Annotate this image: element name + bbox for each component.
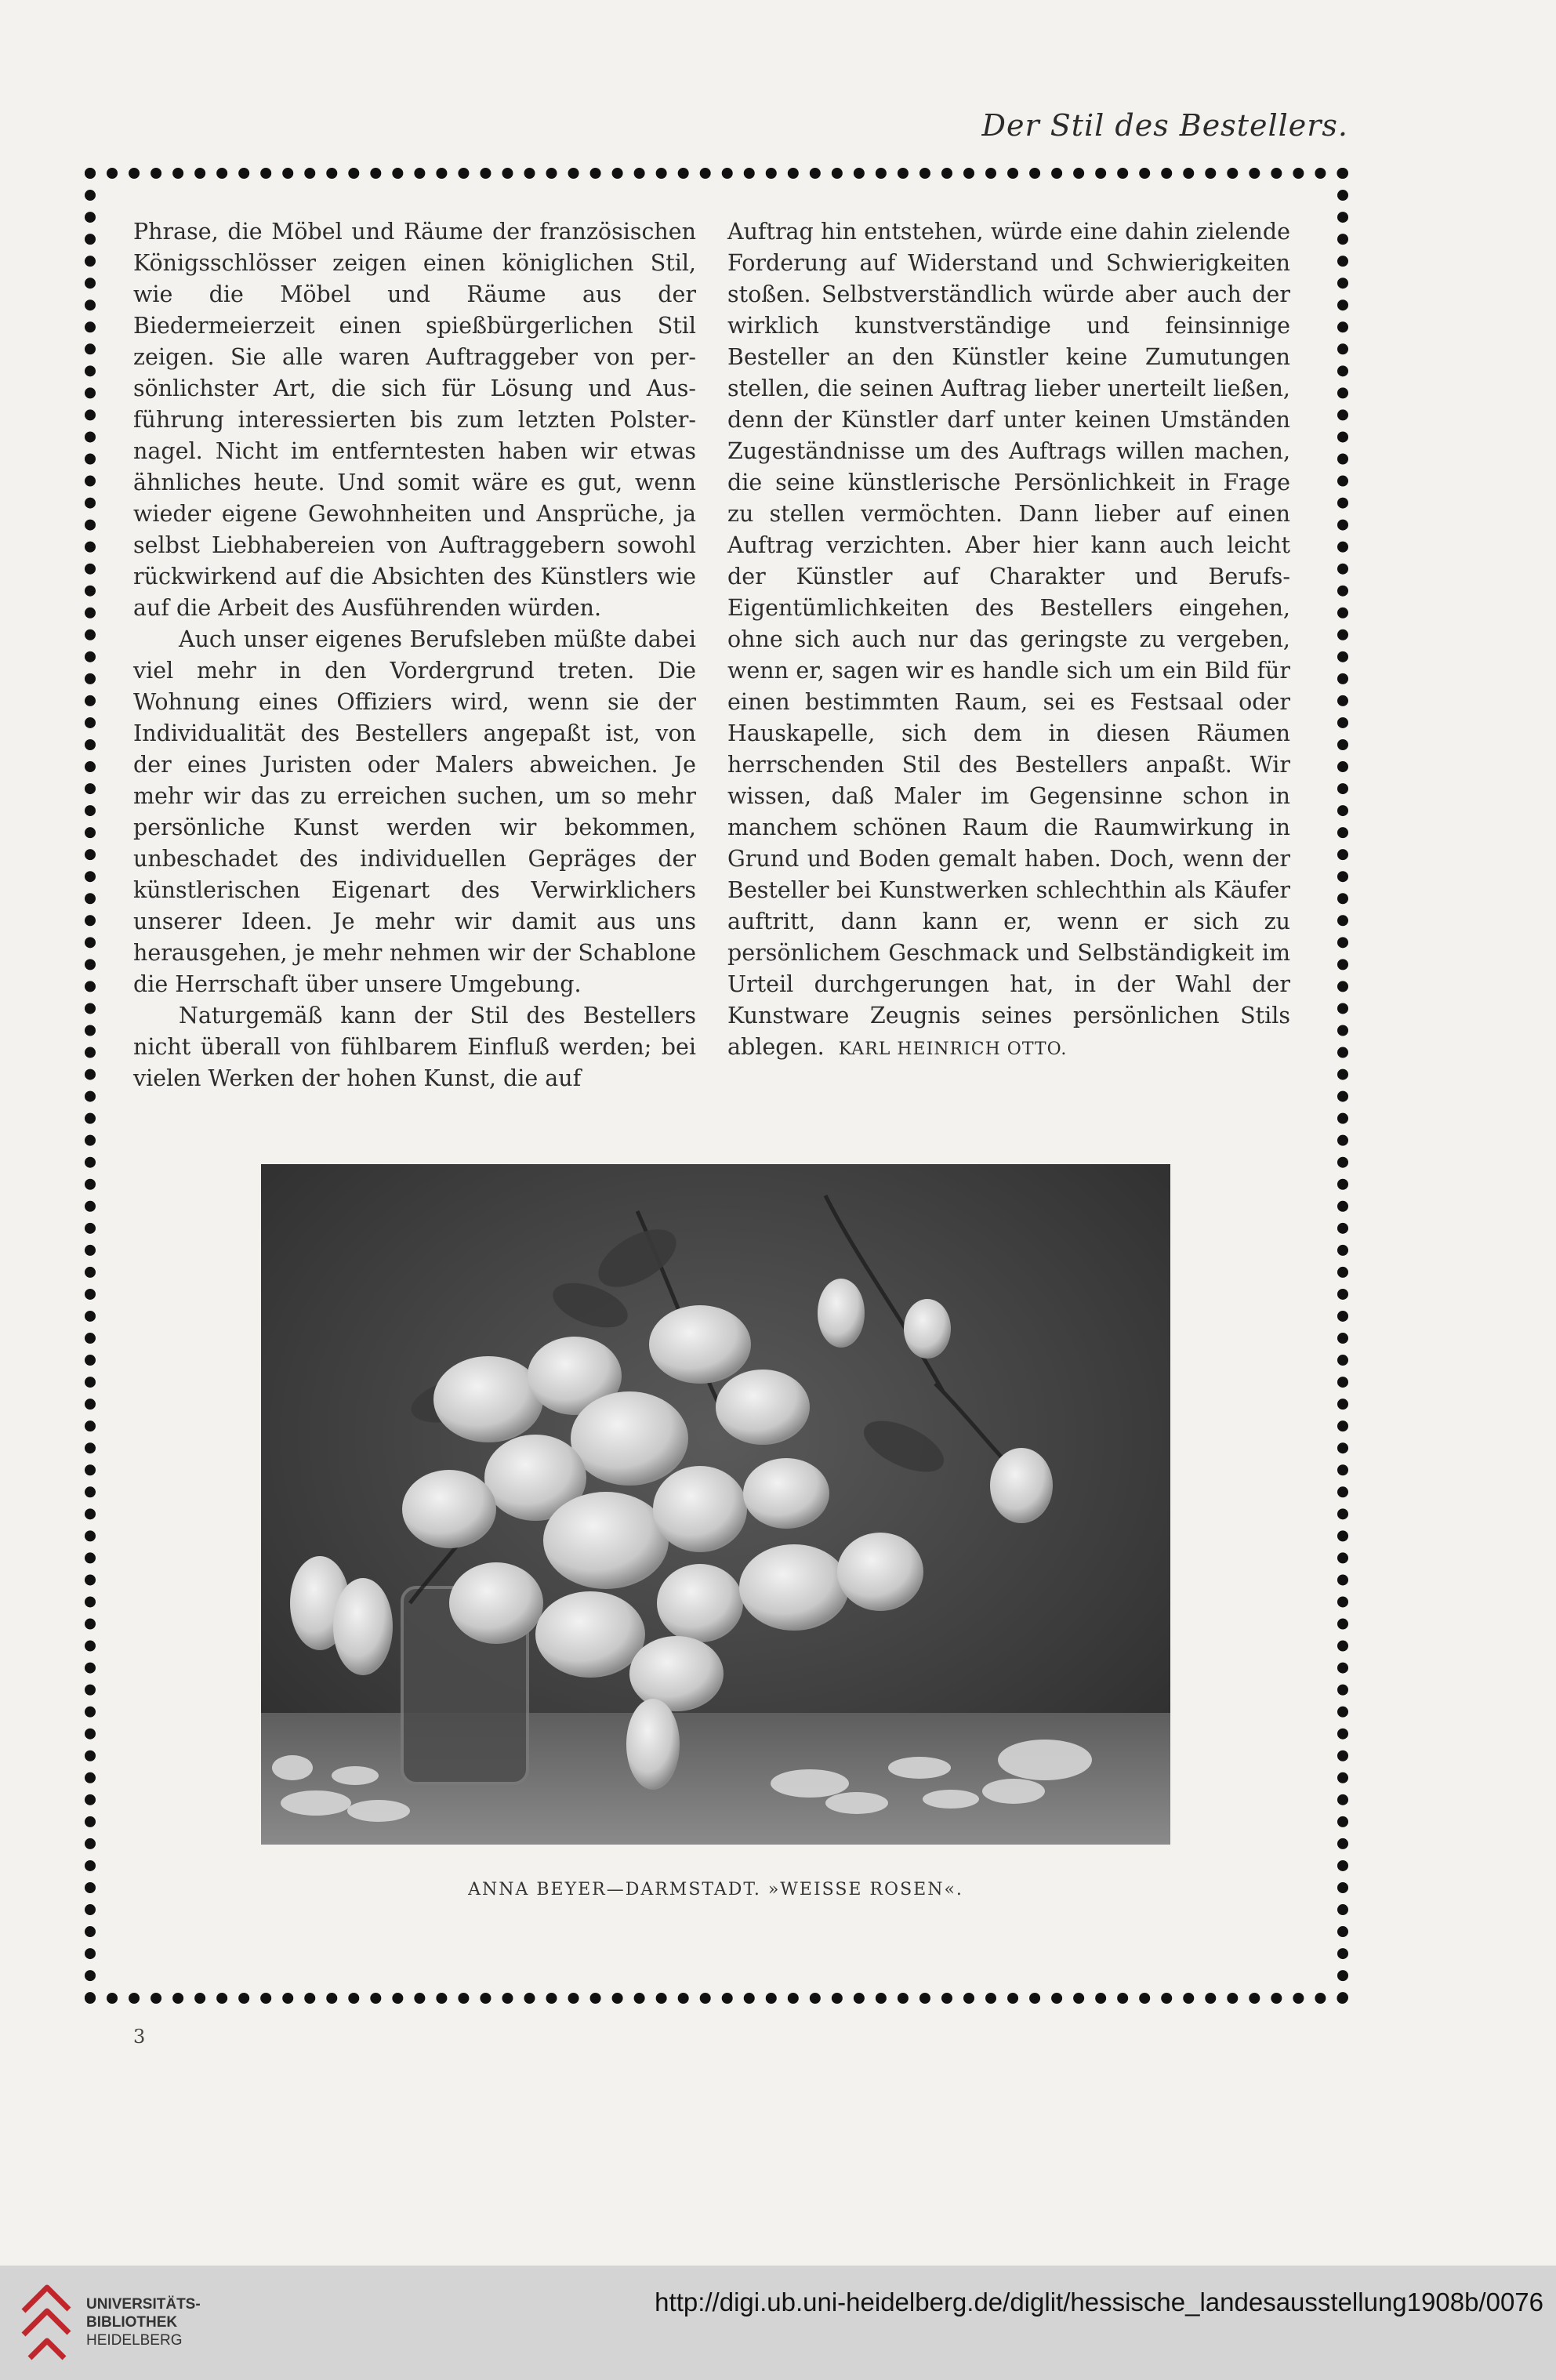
library-name-line-3: HEIDELBERG — [86, 2332, 183, 2349]
painting-white-roses — [261, 1164, 1170, 1845]
painting-caption: ANNA BEYER—DARMSTADT. »WEISSE ROSEN«. — [468, 1880, 963, 1899]
author-signature: KARL HEINRICH OTTO. — [838, 1039, 1068, 1059]
library-logo-icon — [16, 2280, 77, 2366]
footer-bar — [0, 2266, 1556, 2380]
library-name-line-1: UNIVERSITÄTS- — [86, 2296, 201, 2313]
paragraph-2: Auch unser eigenes Berufsleben müßte dabei viel mehr in den Vordergrund treten. Die Wohnung eines Offiziers wird, wenn sie der Individualität des Bestellers angepaßt ist, von der eines Juristen oder Malers abweichen. Je mehr wir das zu erreichen suchen, um so mehr persönliche Kunst werden wir bekommen, unbeschadet des individuellen Gepräges der künstlerischen Eigenart des Verwirklichers unserer Ideen. Je mehr wir damit aus uns herausgehen, je mehr nehmen wir der Schablone die Herrschaft über unsere Umgebung. — [133, 626, 696, 997]
paragraph-4-text: Auftrag hin entstehen, würde eine dahin zielende Forderung auf Widerstand und Schwierigkeiten stoßen. Selbstverständlich würde aber auch der wirklich kunstverständige und feinsinnige Besteller an den Künstler keine Zumutungen stellen, die seinen Auftrag lieber unerteilt ließen, denn der Künstler darf unter keinen Umständen Zugeständnisse um des Auftrags willen machen, die seine künstlerische Persönlichkeit in Frage zu stellen vermöchten. Dann lieber auf einen Auftrag verzichten. Aber hier kann auch leicht der Künstler auf Charakter und Berufs-Eigentümlichkeiten des Bestellers eingehen, ohne sich auch nur das geringste zu vergeben, wenn er, sagen wir es handle sich um ein Bild für einen bestimmten Raum, sei es Festsaal oder Hauskapelle, sich dem in diesen Räumen herrschenden Stil des Bestellers anpaßt. Wir wissen, daß Maler im Gegensinne schon in manchem schönen Raum die Raumwirkung in Grund und Boden gemalt haben. Doch, wenn der Besteller bei Kunstwerken schlechthin als Käufer auftritt, dann kann er, wenn er sich zu persönlichem Geschmack und Selbständigkeit im Urteil durchgerungen hat, in der Wahl der Kunstware Zeugnis seines persönlichen Stils ablegen. — [727, 219, 1290, 1060]
text-column-left — [133, 216, 696, 1094]
paragraph-1: Phrase, die Möbel und Räume der französischen Königsschlösser zeigen einen königlichen Stil, wie die Möbel und Räume aus der Biedermeierzeit einen spießbürgerlichen Stil zeigen. Sie alle waren Auftraggeber von persönlichster Art, die sich für Lösung und Ausführung interessierten bis zum letzten Polsternagel. Nicht im entferntesten haben wir etwas ähnliches heute. Und somit wäre es gut, wenn wieder eigene Gewohnheiten und Ansprüche, ja selbst Liebhabereien von Auftraggebern sowohl rückwirkend auf die Absichten des Künstlers wie auf die Arbeit des Ausführenden würden. — [133, 219, 696, 621]
text-column-right — [727, 216, 1290, 1065]
page-number: 3 — [133, 2026, 146, 2048]
running-head: Der Stil des Bestellers. — [981, 108, 1348, 143]
library-name-line-2: BIBLIOTHEK — [86, 2314, 178, 2331]
paragraph-4 — [727, 216, 1290, 1065]
painting-illustration — [261, 1164, 1170, 1845]
source-url-link[interactable]: http://digi.ub.uni-heidelberg.de/diglit/hessische_landesausstellung1908b/0076 — [655, 2287, 1543, 2317]
library-name — [86, 2295, 201, 2349]
paragraph-3: Naturgemäß kann der Stil des Bestellers nicht überall von fühlbarem Einfluß werden; bei vielen Werken der hohen Kunst, die auf — [133, 1003, 696, 1091]
